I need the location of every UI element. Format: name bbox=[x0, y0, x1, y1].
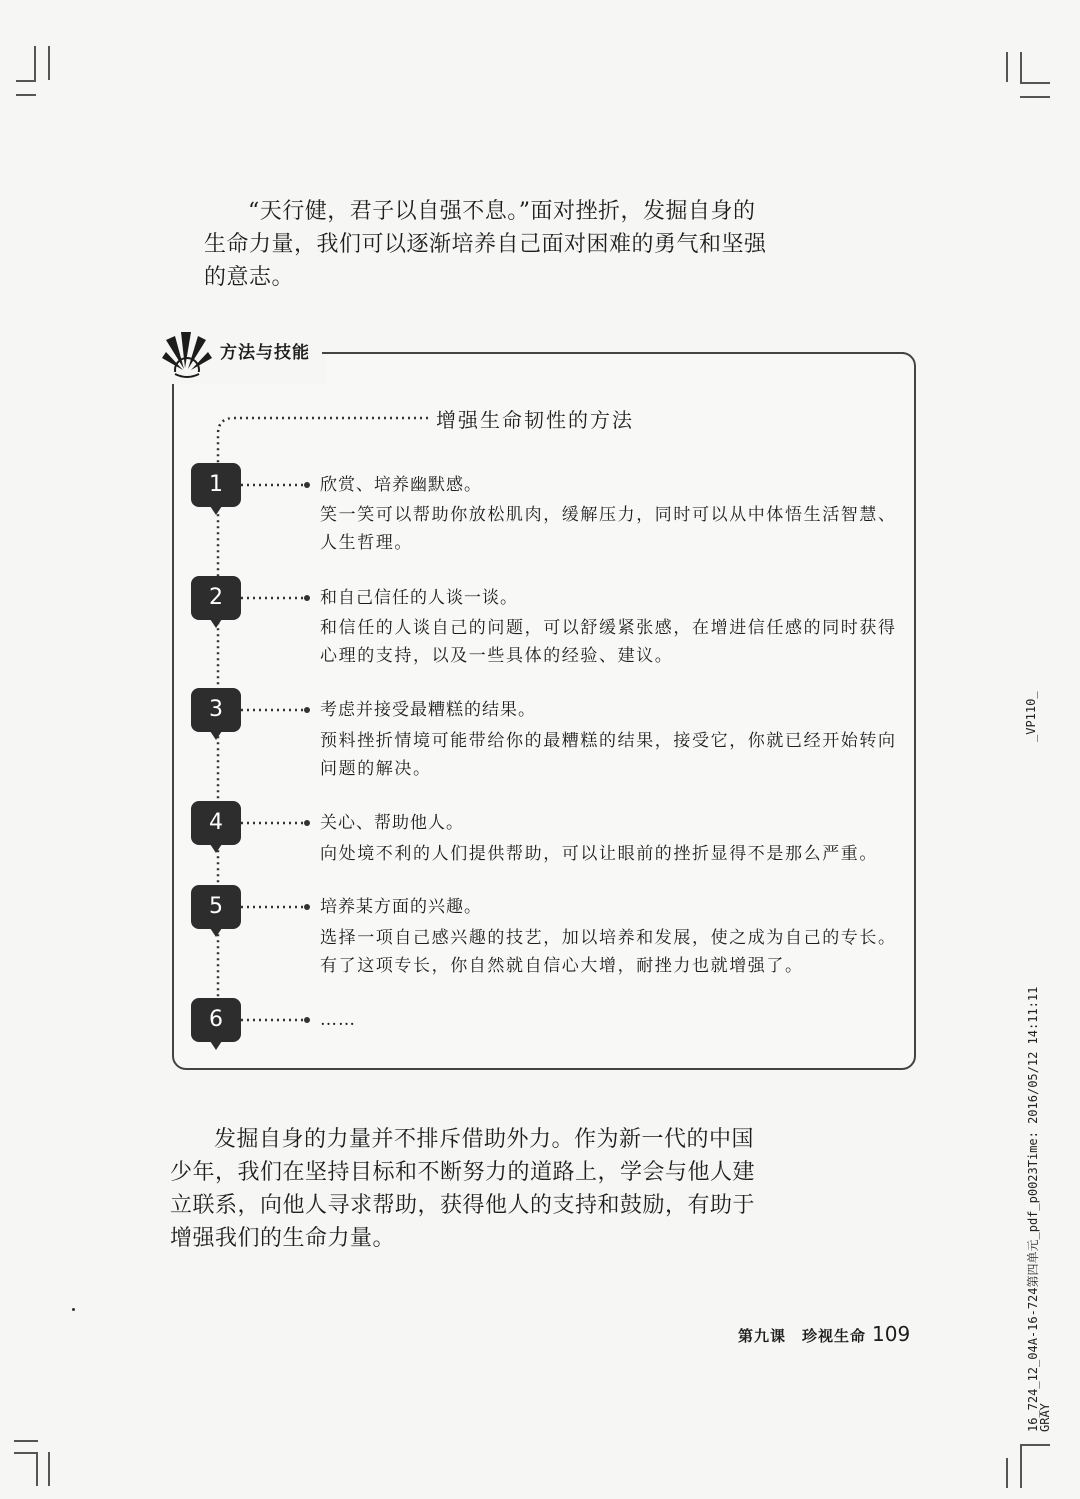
box-title: 增强生命韧性的方法 bbox=[436, 408, 634, 432]
crop-mark bbox=[1020, 1444, 1050, 1446]
step-desc-5: 选择一项自己感兴趣的技艺，加以培养和发展，使之成为自己的专长。有了这项专长，你自然就自信心大增，耐挫力也就增强了。 bbox=[320, 928, 897, 976]
side-code: _VP110_ bbox=[1024, 691, 1038, 742]
crop-mark bbox=[36, 1452, 38, 1486]
step-title-4: 关心、帮助他人。 bbox=[320, 813, 464, 833]
step-desc-4: 向处境不利的人们提供帮助，可以让眼前的挫折显得不是那么严重。 bbox=[320, 844, 878, 864]
crop-mark bbox=[14, 1440, 38, 1442]
page-number: 109 bbox=[872, 1322, 911, 1346]
crop-mark bbox=[1006, 1458, 1008, 1488]
crop-mark bbox=[1006, 52, 1008, 82]
side-file-info: 16_724_12_04A-16-724第四单元_pdf_p0023Time: 2016/05/12 14:11:11 bbox=[1026, 986, 1040, 1432]
crop-mark bbox=[16, 80, 36, 82]
side-color-mode: GRAY bbox=[1038, 1403, 1052, 1432]
scan-speck bbox=[72, 1308, 75, 1311]
crop-mark bbox=[1020, 82, 1050, 84]
step-title-6: …… bbox=[320, 1010, 356, 1030]
crop-mark bbox=[14, 1452, 36, 1454]
step-desc-3: 预料挫折情境可能带给你的最糟糕的结果，接受它，你就已经开始转向问题的解决。 bbox=[320, 731, 897, 779]
step-badge-2: 2 bbox=[191, 576, 241, 620]
crop-mark bbox=[34, 46, 36, 80]
step-desc-2: 和信任的人谈自己的问题，可以舒缓紧张感，在增进信任感的同时获得心理的支持，以及一些具体的经验、建议。 bbox=[320, 618, 897, 666]
fan-icon bbox=[160, 328, 214, 380]
crop-mark bbox=[48, 1452, 50, 1486]
section-label: 方法与技能 bbox=[220, 343, 310, 363]
step-badge-6: 6 bbox=[191, 998, 241, 1042]
step-desc-1: 笑一笑可以帮助你放松肌肉，缓解压力，同时可以从中体悟生活智慧、人生哲理。 bbox=[320, 505, 897, 553]
step-badge-1: 1 bbox=[191, 463, 241, 507]
crop-mark bbox=[16, 94, 36, 96]
header-rule bbox=[322, 352, 904, 354]
intro-paragraph: “天行健，君子以自强不息。”面对挫折，发掘自身的生命力量，我们可以逐渐培养自己面对困难的勇气和坚强的意志。 bbox=[204, 199, 767, 290]
step-title-1: 欣赏、培养幽默感。 bbox=[320, 475, 482, 495]
step-badge-3: 3 bbox=[191, 688, 241, 732]
crop-mark bbox=[1020, 96, 1050, 98]
footer-lesson: 第九课 珍视生命 bbox=[738, 1327, 867, 1345]
step-title-3: 考虑并接受最糟糕的结果。 bbox=[320, 700, 536, 720]
crop-mark bbox=[48, 46, 50, 80]
step-badge-4: 4 bbox=[191, 801, 241, 845]
page-footer bbox=[738, 1322, 910, 1346]
step-badge-5: 5 bbox=[191, 885, 241, 929]
crop-mark bbox=[1020, 1444, 1022, 1488]
step-title-2: 和自己信任的人谈一谈。 bbox=[320, 588, 518, 608]
step-title-5: 培养某方面的兴趣。 bbox=[320, 897, 482, 917]
crop-mark bbox=[1020, 52, 1022, 82]
closing-paragraph: 发掘自身的力量并不排斥借助外力。作为新一代的中国少年，我们在坚持目标和不断努力的道路上，学会与他人建立联系，向他人寻求帮助，获得他人的支持和鼓励，有助于增强我们的生命力量。 bbox=[170, 1127, 756, 1251]
